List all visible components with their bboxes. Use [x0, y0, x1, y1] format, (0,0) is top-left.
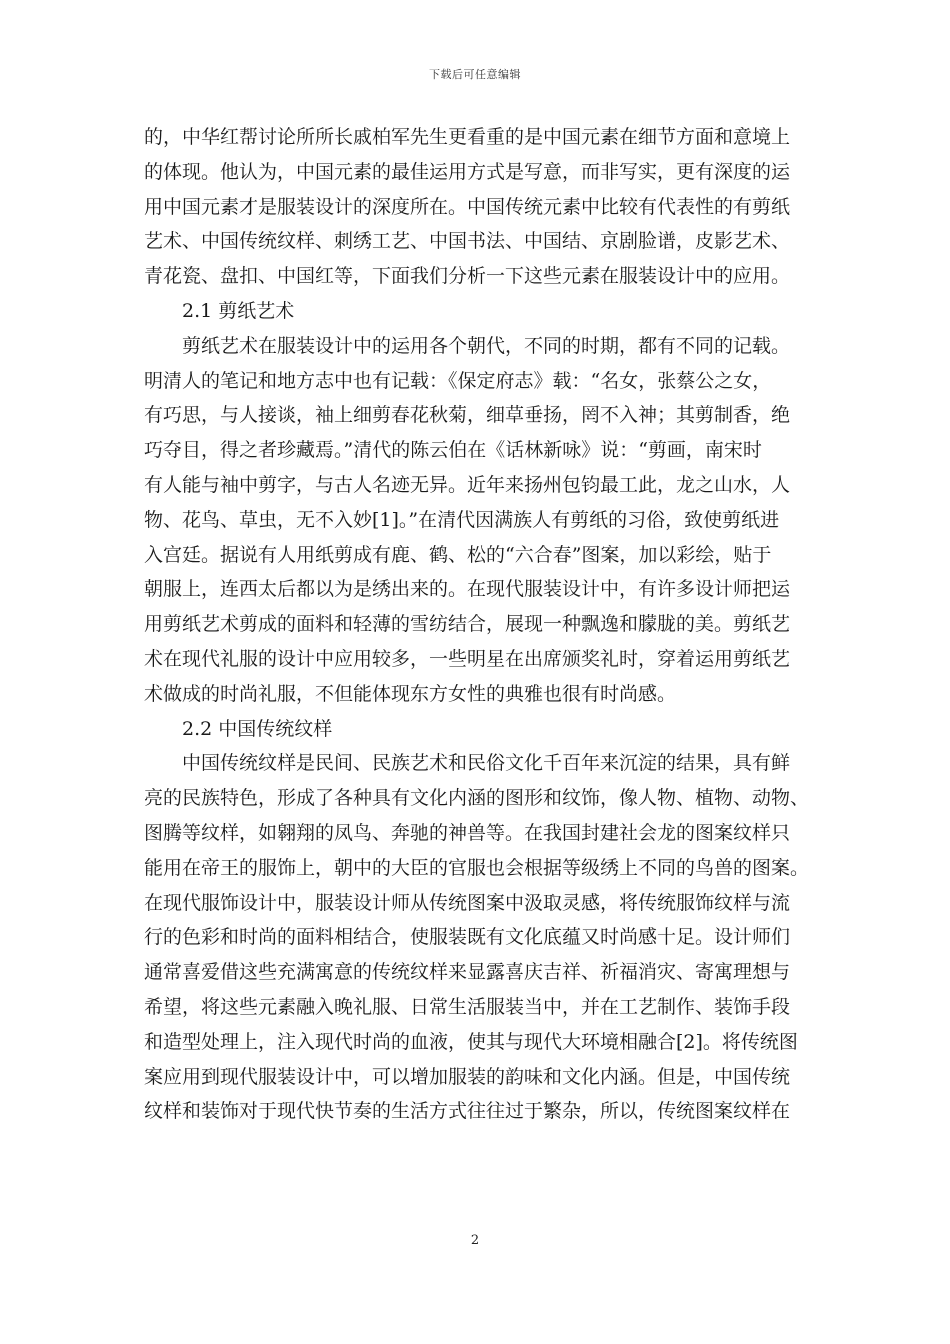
intro-paragraph: [144, 120, 808, 294]
paragraph-line: 剪纸艺术在服装设计中的运用各个朝代，不同的时期，都有不同的记载。: [182, 334, 791, 357]
section-heading-2-1: 2.1 剪纸艺术: [182, 299, 295, 322]
paragraph-line: 图腾等纹样，如翱翔的凤鸟、奔驰的神兽等。在我国封建社会龙的图案纹样只: [144, 821, 791, 844]
document-body: [144, 120, 808, 1129]
paragraph-line: 案应用到现代服装设计中，可以增加服装的韵味和文化内涵。但是，中国传统: [144, 1065, 791, 1088]
paragraph-line: 术做成的时尚礼服，不但能体现东方女性的典雅也很有时尚感。: [144, 682, 677, 705]
page-header-note: 下载后可任意编辑: [429, 68, 521, 81]
paragraph-line: 纹样和装饰对于现代快节奏的生活方式往往过于繁杂，所以，传统图案纹样在: [144, 1100, 791, 1123]
paragraph-line: 物、花鸟、草虫，无不入妙[1]。”在清代因满族人有剪纸的习俗，致使剪纸进: [144, 508, 780, 531]
paragraph-line: 在现代服饰设计中，服装设计师从传统图案中汲取灵感，将传统服饰纹样与流: [144, 891, 791, 914]
paragraph-line: 巧夺目，得之者珍藏焉。”清代的陈云伯在《话林新咏》说：“剪画，南宋时: [144, 439, 762, 462]
paragraph-line: 的，中华红帮讨论所所长戚柏军先生更看重的是中国元素在细节方面和意境上: [144, 126, 791, 148]
paragraph-line: 入宫廷。据说有人用纸剪成有鹿、鹤、松的“六合春”图案，加以彩绘，贴于: [144, 543, 772, 566]
paragraph-line: 青花瓷、盘扣、中国红等，下面我们分析一下这些元素在服装设计中的应用。: [144, 265, 791, 288]
paragraph-line: 的体现。他认为，中国元素的最佳运用方式是写意，而非写实，更有深度的运: [144, 160, 791, 183]
paragraph-line: 有人能与袖中剪字，与古人名迹无异。近年来扬州包钧最工此，龙之山水，人: [144, 473, 791, 496]
paragraph-line: 用剪纸艺术剪成的面料和轻薄的雪纺结合，展现一种飘逸和朦胧的美。剪纸艺: [144, 613, 791, 636]
section-2-2-paragraph: [144, 746, 808, 1129]
section-heading-2-2: 2.2 中国传统纹样: [182, 717, 333, 740]
paragraph-line: 通常喜爱借这些充满寓意的传统纹样来显露喜庆吉祥、祈福消灾、寄寓理想与: [144, 961, 791, 984]
paragraph-line: 亮的民族特色，形成了各种具有文化内涵的图形和纹饰，像人物、植物、动物、: [144, 787, 810, 810]
paragraph-line: 有巧思，与人接谈，袖上细剪春花秋菊，细草垂扬，罔不入神；其剪制香，绝: [144, 404, 791, 427]
paragraph-line: 行的色彩和时尚的面料相结合，使服装既有文化底蕴又时尚感十足。设计师们: [144, 926, 791, 949]
paragraph-line: 中国传统纹样是民间、民族艺术和民俗文化千百年来沉淀的结果，具有鲜: [182, 752, 791, 775]
paragraph-line: 希望，将这些元素融入晚礼服、日常生活服装当中，并在工艺制作、装饰手段: [144, 995, 791, 1018]
paragraph-line: 能用在帝王的服饰上，朝中的大臣的官服也会根据等级绣上不同的鸟兽的图案。: [144, 856, 810, 879]
paragraph-line: 艺术、中国传统纹样、刺绣工艺、中国书法、中国结、京剧脸谱，皮影艺术、: [144, 230, 791, 253]
section-2-1-paragraph: [144, 329, 808, 712]
paragraph-line: 和造型处理上，注入现代时尚的血液，使其与现代大环境相融合[2]。将传统图: [144, 1030, 798, 1053]
paragraph-line: 术在现代礼服的设计中应用较多，一些明星在出席颁奖礼时，穿着运用剪纸艺: [144, 647, 791, 670]
paragraph-line: 用中国元素才是服装设计的深度所在。中国传统元素中比较有代表性的有剪纸: [144, 195, 791, 218]
page-number: 2: [470, 1233, 480, 1248]
paragraph-line: 朝服上，连西太后都以为是绣出来的。在现代服装设计中，有许多设计师把运: [144, 578, 791, 601]
paragraph-line: 明清人的笔记和地方志中也有记载：《保定府志》载：“名女，张蔡公之女，: [144, 369, 772, 392]
